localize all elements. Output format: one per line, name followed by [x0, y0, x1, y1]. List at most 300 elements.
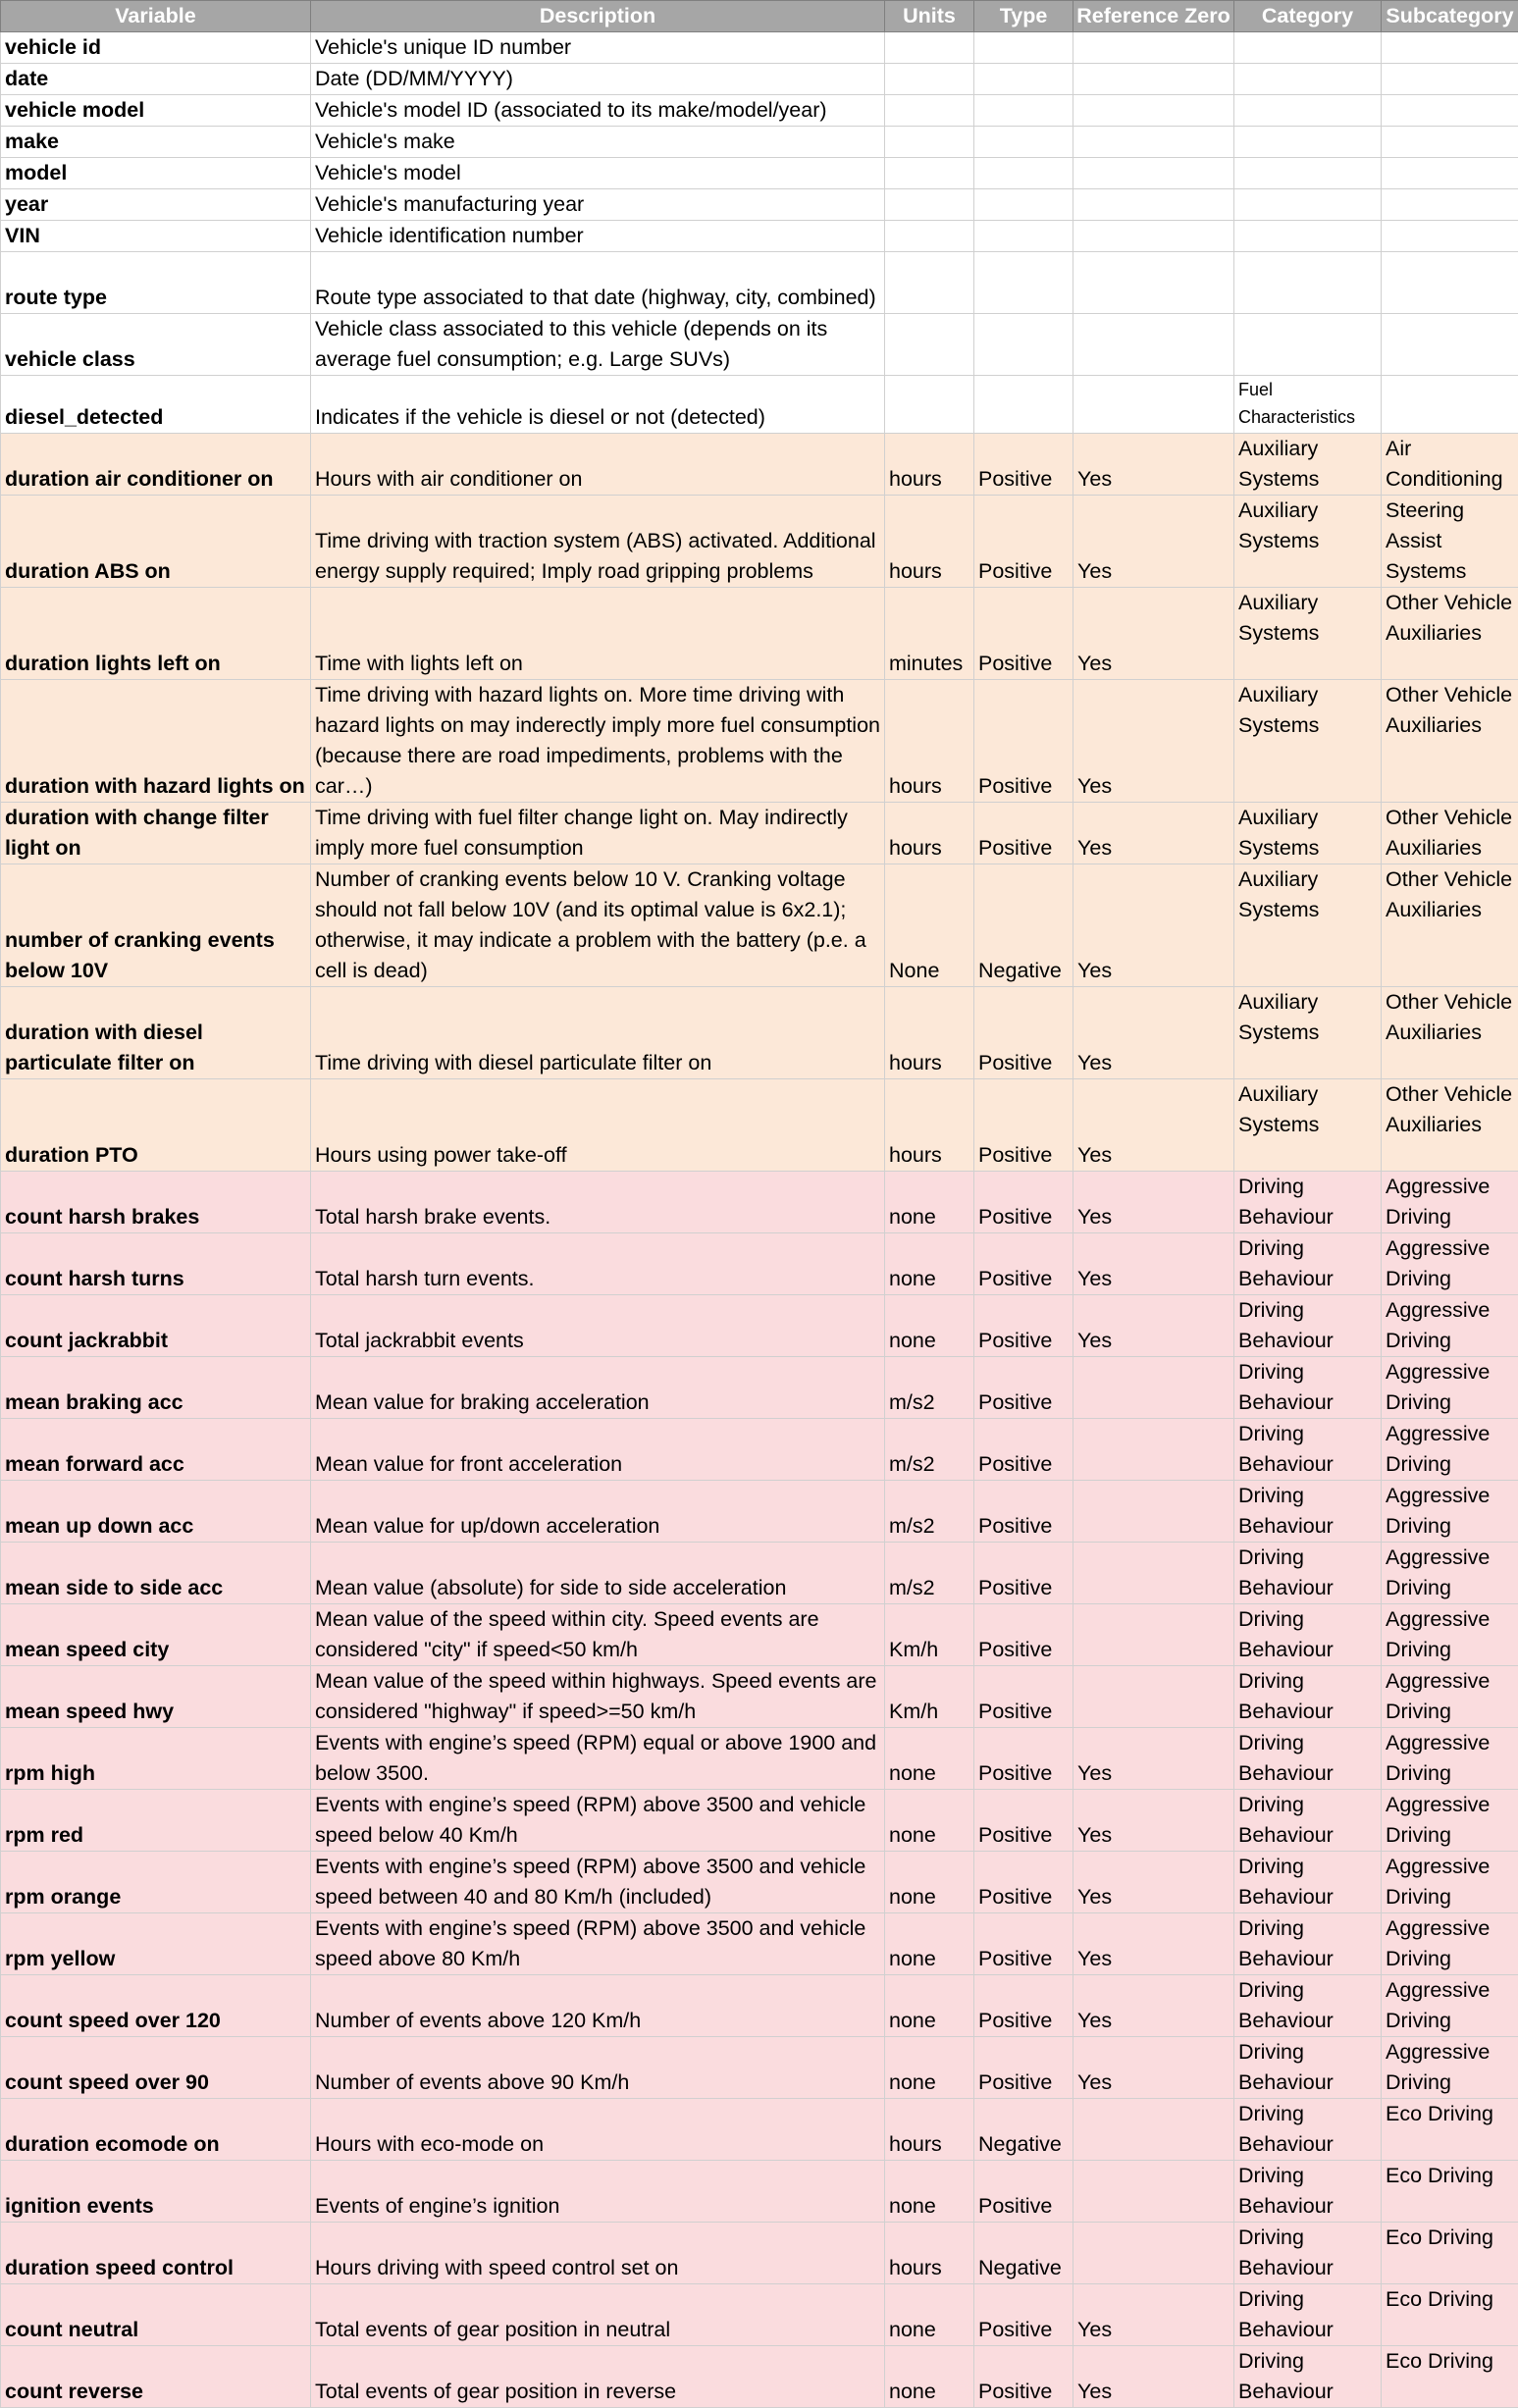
table-row [1, 2099, 1518, 2161]
cell-description: Time driving with traction system (ABS) activated. Additional energy supply required; Imply road gripping problems [311, 496, 885, 588]
cell-category: Driving Behaviour [1234, 1790, 1382, 1852]
cell-units: none [885, 1233, 974, 1295]
cell-type: Positive [974, 434, 1073, 496]
cell-variable: rpm orange [1, 1852, 311, 1913]
cell-description: Vehicle's model ID (associated to its make/model/year) [311, 95, 885, 127]
cell-variable: ignition events [1, 2161, 311, 2223]
cell-category: Fuel Characteristics [1234, 376, 1382, 434]
cell-variable: make [1, 127, 311, 158]
cell-units: hours [885, 1079, 974, 1172]
cell-units [885, 252, 974, 314]
table-row [1, 803, 1518, 864]
cell-category [1234, 158, 1382, 189]
cell-type: Negative [974, 2223, 1073, 2284]
cell-variable: count reverse [1, 2346, 311, 2408]
cell-variable: mean braking acc [1, 1357, 311, 1419]
cell-units: hours [885, 987, 974, 1079]
cell-subcategory [1382, 32, 1518, 64]
cell-category: Driving Behaviour [1234, 1975, 1382, 2037]
cell-type [974, 64, 1073, 95]
cell-description: Mean value for front acceleration [311, 1419, 885, 1481]
header-subcategory: Subcategory [1382, 1, 1518, 32]
cell-category [1234, 64, 1382, 95]
cell-type [974, 252, 1073, 314]
cell-units: Km/h [885, 1604, 974, 1666]
cell-units: hours [885, 2223, 974, 2284]
table-row [1, 1852, 1518, 1913]
cell-category: Driving Behaviour [1234, 1913, 1382, 1975]
cell-reference-zero [1073, 95, 1234, 127]
cell-units: none [885, 2037, 974, 2099]
cell-reference-zero [1073, 1357, 1234, 1419]
cell-type: Positive [974, 1852, 1073, 1913]
cell-category: Driving Behaviour [1234, 2099, 1382, 2161]
cell-category [1234, 314, 1382, 376]
cell-units: None [885, 864, 974, 987]
cell-category: Auxiliary Systems [1234, 680, 1382, 803]
cell-type: Positive [974, 1604, 1073, 1666]
cell-variable: vehicle model [1, 95, 311, 127]
cell-category [1234, 221, 1382, 252]
cell-units: none [885, 1913, 974, 1975]
cell-reference-zero: Yes [1073, 1790, 1234, 1852]
cell-description: Vehicle's model [311, 158, 885, 189]
header-description: Description [311, 1, 885, 32]
cell-subcategory: Aggressive Driving [1382, 1419, 1518, 1481]
cell-type: Positive [974, 803, 1073, 864]
table-row [1, 189, 1518, 221]
cell-reference-zero [1073, 189, 1234, 221]
cell-reference-zero: Yes [1073, 803, 1234, 864]
cell-subcategory: Aggressive Driving [1382, 2037, 1518, 2099]
cell-description: Total harsh turn events. [311, 1233, 885, 1295]
cell-category [1234, 127, 1382, 158]
cell-variable: duration speed control [1, 2223, 311, 2284]
cell-subcategory: Aggressive Driving [1382, 1666, 1518, 1728]
cell-reference-zero [1073, 1666, 1234, 1728]
cell-units: hours [885, 680, 974, 803]
cell-variable: duration air conditioner on [1, 434, 311, 496]
cell-subcategory [1382, 95, 1518, 127]
table-row [1, 434, 1518, 496]
table-row [1, 1790, 1518, 1852]
cell-reference-zero: Yes [1073, 434, 1234, 496]
cell-variable: duration with diesel particulate filter on [1, 987, 311, 1079]
cell-category: Auxiliary Systems [1234, 864, 1382, 987]
cell-reference-zero [1073, 314, 1234, 376]
cell-units: none [885, 1172, 974, 1233]
cell-description: Total harsh brake events. [311, 1172, 885, 1233]
cell-units: hours [885, 434, 974, 496]
table-row [1, 2284, 1518, 2346]
cell-reference-zero: Yes [1073, 1975, 1234, 2037]
cell-type: Positive [974, 2037, 1073, 2099]
cell-type: Positive [974, 1079, 1073, 1172]
cell-variable: mean up down acc [1, 1481, 311, 1543]
cell-category: Auxiliary Systems [1234, 1079, 1382, 1172]
cell-reference-zero [1073, 2161, 1234, 2223]
cell-description: Events of engine’s ignition [311, 2161, 885, 2223]
table-row [1, 1172, 1518, 1233]
cell-reference-zero [1073, 1543, 1234, 1604]
cell-units [885, 95, 974, 127]
cell-reference-zero: Yes [1073, 2346, 1234, 2408]
cell-reference-zero [1073, 376, 1234, 434]
table-row [1, 1481, 1518, 1543]
cell-subcategory: Eco Driving [1382, 2223, 1518, 2284]
cell-subcategory: Aggressive Driving [1382, 1604, 1518, 1666]
cell-reference-zero [1073, 32, 1234, 64]
cell-reference-zero: Yes [1073, 680, 1234, 803]
cell-category: Driving Behaviour [1234, 2161, 1382, 2223]
table-row [1, 158, 1518, 189]
cell-subcategory: Aggressive Driving [1382, 1543, 1518, 1604]
cell-type [974, 127, 1073, 158]
table-row [1, 2223, 1518, 2284]
cell-description: Mean value (absolute) for side to side acceleration [311, 1543, 885, 1604]
table-row [1, 1604, 1518, 1666]
cell-category: Driving Behaviour [1234, 1419, 1382, 1481]
table-row [1, 1233, 1518, 1295]
cell-reference-zero [1073, 2099, 1234, 2161]
cell-variable: rpm high [1, 1728, 311, 1790]
cell-variable: vehicle class [1, 314, 311, 376]
cell-reference-zero: Yes [1073, 1079, 1234, 1172]
cell-units: m/s2 [885, 1357, 974, 1419]
cell-category: Auxiliary Systems [1234, 803, 1382, 864]
cell-description: Vehicle's unique ID number [311, 32, 885, 64]
cell-description: Mean value of the speed within city. Speed events are considered "city" if speed<50 km/h [311, 1604, 885, 1666]
cell-category: Driving Behaviour [1234, 1604, 1382, 1666]
cell-description: Total events of gear position in reverse [311, 2346, 885, 2408]
cell-units: m/s2 [885, 1419, 974, 1481]
table-row [1, 1419, 1518, 1481]
cell-units: none [885, 1975, 974, 2037]
table-row [1, 2037, 1518, 2099]
cell-category: Driving Behaviour [1234, 1357, 1382, 1419]
cell-description: Date (DD/MM/YYYY) [311, 64, 885, 95]
cell-reference-zero: Yes [1073, 987, 1234, 1079]
cell-type: Positive [974, 1357, 1073, 1419]
table-row [1, 1728, 1518, 1790]
cell-units: hours [885, 496, 974, 588]
cell-type: Positive [974, 2161, 1073, 2223]
cell-variable: duration with hazard lights on [1, 680, 311, 803]
cell-subcategory [1382, 252, 1518, 314]
cell-units: m/s2 [885, 1481, 974, 1543]
cell-units [885, 376, 974, 434]
cell-type: Positive [974, 1481, 1073, 1543]
cell-description: Events with engine’s speed (RPM) above 3500 and vehicle speed below 40 Km/h [311, 1790, 885, 1852]
cell-reference-zero: Yes [1073, 2284, 1234, 2346]
cell-category: Driving Behaviour [1234, 1295, 1382, 1357]
cell-reference-zero [1073, 252, 1234, 314]
cell-description: Mean value for up/down acceleration [311, 1481, 885, 1543]
cell-variable: mean forward acc [1, 1419, 311, 1481]
cell-subcategory: Aggressive Driving [1382, 1913, 1518, 1975]
cell-subcategory: Other Vehicle Auxiliaries [1382, 680, 1518, 803]
cell-description: Hours using power take-off [311, 1079, 885, 1172]
cell-category: Driving Behaviour [1234, 2284, 1382, 2346]
header-reference-zero: Reference Zero [1073, 1, 1234, 32]
cell-subcategory: Aggressive Driving [1382, 1357, 1518, 1419]
table-row [1, 1913, 1518, 1975]
header-category: Category [1234, 1, 1382, 32]
header-variable: Variable [1, 1, 311, 32]
cell-subcategory: Eco Driving [1382, 2099, 1518, 2161]
cell-subcategory [1382, 64, 1518, 95]
cell-reference-zero [1073, 1604, 1234, 1666]
cell-reference-zero [1073, 64, 1234, 95]
cell-variable: vehicle id [1, 32, 311, 64]
cell-reference-zero [1073, 2223, 1234, 2284]
cell-description: Mean value for braking acceleration [311, 1357, 885, 1419]
cell-category: Auxiliary Systems [1234, 496, 1382, 588]
cell-type: Positive [974, 1666, 1073, 1728]
cell-subcategory: Other Vehicle Auxiliaries [1382, 588, 1518, 680]
cell-description: Hours with air conditioner on [311, 434, 885, 496]
cell-category [1234, 95, 1382, 127]
cell-reference-zero [1073, 158, 1234, 189]
cell-variable: mean speed hwy [1, 1666, 311, 1728]
cell-description: Total events of gear position in neutral [311, 2284, 885, 2346]
header-units: Units [885, 1, 974, 32]
cell-units: none [885, 1295, 974, 1357]
table-row [1, 1357, 1518, 1419]
cell-variable: rpm red [1, 1790, 311, 1852]
cell-category: Driving Behaviour [1234, 1481, 1382, 1543]
cell-reference-zero: Yes [1073, 864, 1234, 987]
cell-type: Positive [974, 1790, 1073, 1852]
cell-variable: VIN [1, 221, 311, 252]
cell-description: Time with lights left on [311, 588, 885, 680]
cell-category: Driving Behaviour [1234, 1728, 1382, 1790]
cell-subcategory: Eco Driving [1382, 2346, 1518, 2408]
cell-description: Mean value of the speed within highways. Speed events are considered "highway" if speed>=50 km/h [311, 1666, 885, 1728]
cell-units [885, 32, 974, 64]
cell-subcategory: Aggressive Driving [1382, 1852, 1518, 1913]
cell-variable: route type [1, 252, 311, 314]
cell-units: none [885, 1852, 974, 1913]
cell-subcategory [1382, 376, 1518, 434]
cell-reference-zero [1073, 1481, 1234, 1543]
cell-type: Positive [974, 1295, 1073, 1357]
cell-subcategory: Aggressive Driving [1382, 1233, 1518, 1295]
cell-description: Time driving with diesel particulate filter on [311, 987, 885, 1079]
cell-variable: diesel_detected [1, 376, 311, 434]
cell-type [974, 189, 1073, 221]
cell-type [974, 314, 1073, 376]
cell-category: Driving Behaviour [1234, 1666, 1382, 1728]
cell-units [885, 221, 974, 252]
cell-subcategory: Aggressive Driving [1382, 1481, 1518, 1543]
cell-subcategory: Aggressive Driving [1382, 1790, 1518, 1852]
cell-variable: duration PTO [1, 1079, 311, 1172]
header-row [1, 1, 1518, 32]
cell-description: Time driving with hazard lights on. More time driving with hazard lights on may inderectly imply more fuel consumption (because there are road impediments, problems with the car…) [311, 680, 885, 803]
cell-units [885, 158, 974, 189]
cell-subcategory: Eco Driving [1382, 2284, 1518, 2346]
cell-description: Time driving with fuel filter change light on. May indirectly imply more fuel consumption [311, 803, 885, 864]
cell-category: Driving Behaviour [1234, 1233, 1382, 1295]
cell-units: none [885, 1728, 974, 1790]
cell-type [974, 221, 1073, 252]
table-row [1, 987, 1518, 1079]
cell-category: Driving Behaviour [1234, 2223, 1382, 2284]
cell-reference-zero: Yes [1073, 1295, 1234, 1357]
cell-type: Positive [974, 987, 1073, 1079]
cell-subcategory [1382, 221, 1518, 252]
cell-reference-zero: Yes [1073, 1233, 1234, 1295]
cell-description: Indicates if the vehicle is diesel or not (detected) [311, 376, 885, 434]
table-row [1, 1975, 1518, 2037]
cell-units: Km/h [885, 1666, 974, 1728]
cell-type: Positive [974, 1913, 1073, 1975]
cell-description: Route type associated to that date (highway, city, combined) [311, 252, 885, 314]
cell-type: Negative [974, 864, 1073, 987]
cell-variable: duration with change filter light on [1, 803, 311, 864]
cell-units: none [885, 2284, 974, 2346]
table-body [1, 32, 1518, 2408]
cell-description: Vehicle class associated to this vehicle (depends on its average fuel consumption; e.g. Large SUVs) [311, 314, 885, 376]
table-row [1, 1543, 1518, 1604]
table-row [1, 864, 1518, 987]
cell-type [974, 95, 1073, 127]
cell-units: minutes [885, 588, 974, 680]
cell-type: Positive [974, 1728, 1073, 1790]
cell-description: Number of cranking events below 10 V. Cranking voltage should not fall below 10V (and its optimal value is 6x2.1); otherwise, it may indicate a problem with the battery (p.e. a cell is dead) [311, 864, 885, 987]
cell-subcategory: Air Conditioning [1382, 434, 1518, 496]
cell-units: none [885, 2161, 974, 2223]
cell-variable: year [1, 189, 311, 221]
cell-description: Events with engine’s speed (RPM) above 3500 and vehicle speed between 40 and 80 Km/h (included) [311, 1852, 885, 1913]
cell-units: m/s2 [885, 1543, 974, 1604]
cell-description: Number of events above 120 Km/h [311, 1975, 885, 2037]
table-row [1, 64, 1518, 95]
cell-type [974, 158, 1073, 189]
cell-reference-zero: Yes [1073, 496, 1234, 588]
cell-variable: rpm yellow [1, 1913, 311, 1975]
table-row [1, 95, 1518, 127]
cell-reference-zero: Yes [1073, 588, 1234, 680]
cell-category: Driving Behaviour [1234, 2037, 1382, 2099]
cell-subcategory [1382, 158, 1518, 189]
cell-type: Positive [974, 680, 1073, 803]
cell-variable: number of cranking events below 10V [1, 864, 311, 987]
cell-variable: mean speed city [1, 1604, 311, 1666]
cell-type: Positive [974, 2346, 1073, 2408]
cell-description: Vehicle identification number [311, 221, 885, 252]
table-row [1, 252, 1518, 314]
cell-reference-zero: Yes [1073, 1172, 1234, 1233]
cell-subcategory: Aggressive Driving [1382, 1295, 1518, 1357]
cell-subcategory: Steering Assist Systems [1382, 496, 1518, 588]
table-row [1, 680, 1518, 803]
cell-variable: duration ABS on [1, 496, 311, 588]
cell-subcategory: Aggressive Driving [1382, 1728, 1518, 1790]
cell-reference-zero [1073, 221, 1234, 252]
table-row [1, 1079, 1518, 1172]
cell-units [885, 127, 974, 158]
table-row [1, 127, 1518, 158]
table-row [1, 376, 1518, 434]
cell-category: Auxiliary Systems [1234, 434, 1382, 496]
cell-reference-zero: Yes [1073, 1852, 1234, 1913]
cell-subcategory [1382, 314, 1518, 376]
cell-variable: count speed over 120 [1, 1975, 311, 2037]
cell-type: Positive [974, 1233, 1073, 1295]
cell-variable: date [1, 64, 311, 95]
cell-category: Driving Behaviour [1234, 1543, 1382, 1604]
cell-description: Total jackrabbit events [311, 1295, 885, 1357]
cell-variable: count speed over 90 [1, 2037, 311, 2099]
cell-units: hours [885, 803, 974, 864]
cell-variable: count harsh brakes [1, 1172, 311, 1233]
cell-subcategory [1382, 127, 1518, 158]
cell-variable: mean side to side acc [1, 1543, 311, 1604]
cell-reference-zero [1073, 1419, 1234, 1481]
table-row [1, 2161, 1518, 2223]
table-row [1, 32, 1518, 64]
cell-category: Driving Behaviour [1234, 2346, 1382, 2408]
cell-type: Positive [974, 1975, 1073, 2037]
table-row [1, 314, 1518, 376]
cell-description: Hours driving with speed control set on [311, 2223, 885, 2284]
cell-subcategory: Other Vehicle Auxiliaries [1382, 864, 1518, 987]
cell-subcategory: Aggressive Driving [1382, 1975, 1518, 2037]
cell-variable: count harsh turns [1, 1233, 311, 1295]
cell-subcategory: Eco Driving [1382, 2161, 1518, 2223]
cell-description: Vehicle's make [311, 127, 885, 158]
cell-reference-zero: Yes [1073, 2037, 1234, 2099]
cell-type: Negative [974, 2099, 1073, 2161]
cell-type [974, 376, 1073, 434]
table-row [1, 496, 1518, 588]
cell-description: Events with engine’s speed (RPM) equal or above 1900 and below 3500. [311, 1728, 885, 1790]
cell-description: Vehicle's manufacturing year [311, 189, 885, 221]
cell-reference-zero: Yes [1073, 1913, 1234, 1975]
table-row [1, 221, 1518, 252]
cell-type: Positive [974, 1419, 1073, 1481]
cell-subcategory: Aggressive Driving [1382, 1172, 1518, 1233]
cell-units [885, 64, 974, 95]
header-type: Type [974, 1, 1073, 32]
cell-variable: duration ecomode on [1, 2099, 311, 2161]
table-row [1, 588, 1518, 680]
cell-description: Hours with eco-mode on [311, 2099, 885, 2161]
cell-variable: duration lights left on [1, 588, 311, 680]
cell-description: Number of events above 90 Km/h [311, 2037, 885, 2099]
cell-type [974, 32, 1073, 64]
cell-type: Positive [974, 1172, 1073, 1233]
cell-subcategory: Other Vehicle Auxiliaries [1382, 1079, 1518, 1172]
cell-units: none [885, 1790, 974, 1852]
cell-category: Driving Behaviour [1234, 1172, 1382, 1233]
cell-type: Positive [974, 496, 1073, 588]
cell-description: Events with engine’s speed (RPM) above 3500 and vehicle speed above 80 Km/h [311, 1913, 885, 1975]
cell-type: Positive [974, 2284, 1073, 2346]
cell-variable: model [1, 158, 311, 189]
cell-reference-zero: Yes [1073, 1728, 1234, 1790]
table-row [1, 1666, 1518, 1728]
cell-variable: count jackrabbit [1, 1295, 311, 1357]
table-row [1, 1295, 1518, 1357]
cell-reference-zero [1073, 127, 1234, 158]
cell-category [1234, 189, 1382, 221]
cell-category [1234, 32, 1382, 64]
cell-units: hours [885, 2099, 974, 2161]
cell-variable: count neutral [1, 2284, 311, 2346]
